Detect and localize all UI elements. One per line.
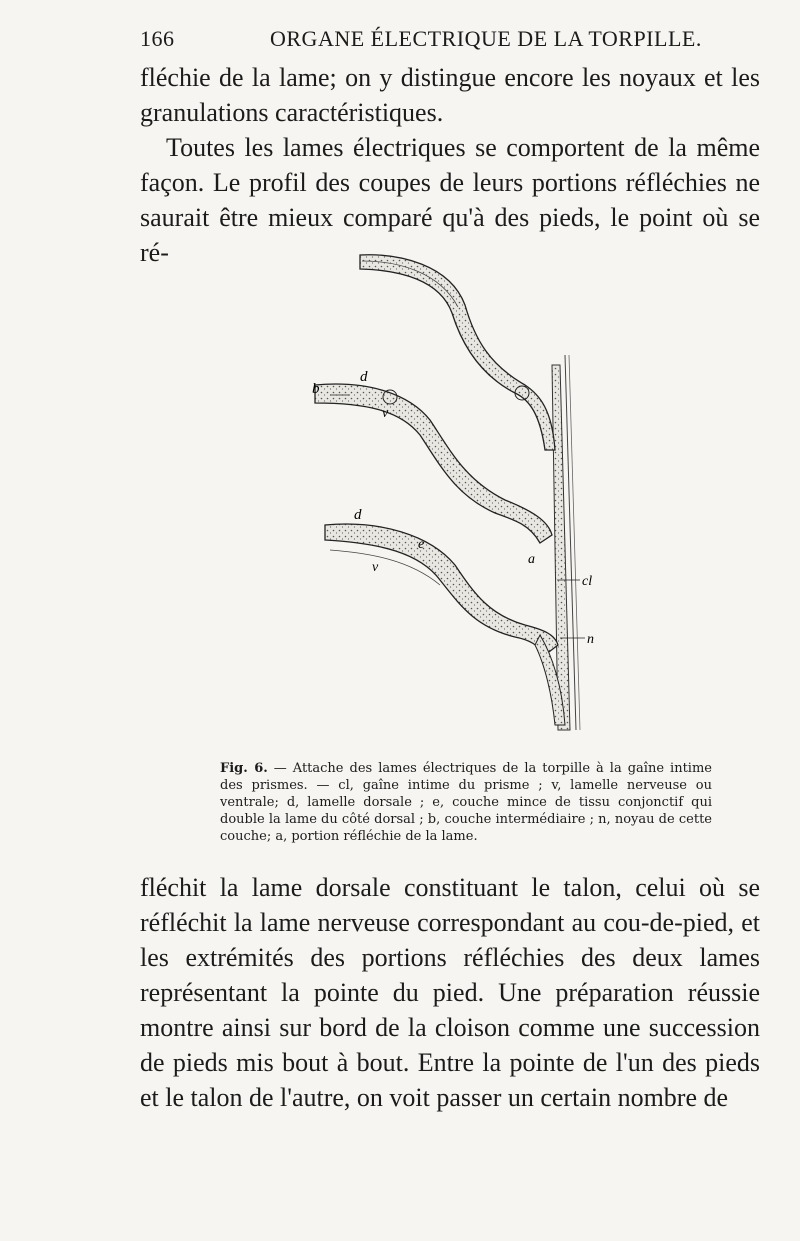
running-title: ORGANE ÉLECTRIQUE DE LA TORPILLE. <box>270 26 702 51</box>
label-n: n <box>587 632 594 647</box>
label-v-top: v <box>382 406 389 421</box>
label-e: e <box>418 537 425 552</box>
figure-6-drawing <box>290 235 610 755</box>
label-a: a <box>528 552 535 567</box>
label-cl: cl <box>582 574 593 589</box>
label-v-bottom: v <box>372 560 379 575</box>
paragraph-talon: fléchit la lame dorsale constituant le talon, celui où se réfléchit la lame nerveuse correspondant au cou-de-pied, et les extrémités des portions réfléchies des deux lames représentant la pointe du pied. Une préparation réussie montre ainsi sur bord de la cloison comme une succession de pieds mis bout à bout. Entre la pointe de l'un des pieds et le talon de l'autre, on voit passer un certain nombre de <box>140 873 760 1112</box>
label-d-top: d <box>360 369 368 385</box>
paragraph-lames: Toutes les lames électriques se comportent de la même façon. Le profil des coupes de leurs portions réfléchies ne saurait être mieux comparé qu'à des pieds, le point où se ré- <box>140 133 760 267</box>
paragraph-continued: fléchie de la lame; on y distingue encore les noyaux et les granulations caractéristiques. <box>140 63 760 127</box>
caption-text: — Attache des lames électriques de la torpille à la gaîne intime des prismes. — cl, gaîne intime du prisme ; v, lamelle nerveuse ou ventrale; d, lamelle dorsale ; e, couche mince de tissu conjonctif qui double la lame du côté dorsal ; b, couche intermédiaire ; n, noyau de cette couche; a, portion réfléchie de la lame. <box>220 761 712 844</box>
bottom-text-block <box>140 870 760 1115</box>
label-d-bottom: d <box>354 507 362 523</box>
figure-caption <box>220 760 712 845</box>
page-header <box>140 26 760 58</box>
label-b: b <box>312 381 320 397</box>
caption-figure-label: Fig. 6. <box>220 761 268 776</box>
figure-6-illustration <box>290 235 610 755</box>
page-number: 166 <box>140 26 175 51</box>
